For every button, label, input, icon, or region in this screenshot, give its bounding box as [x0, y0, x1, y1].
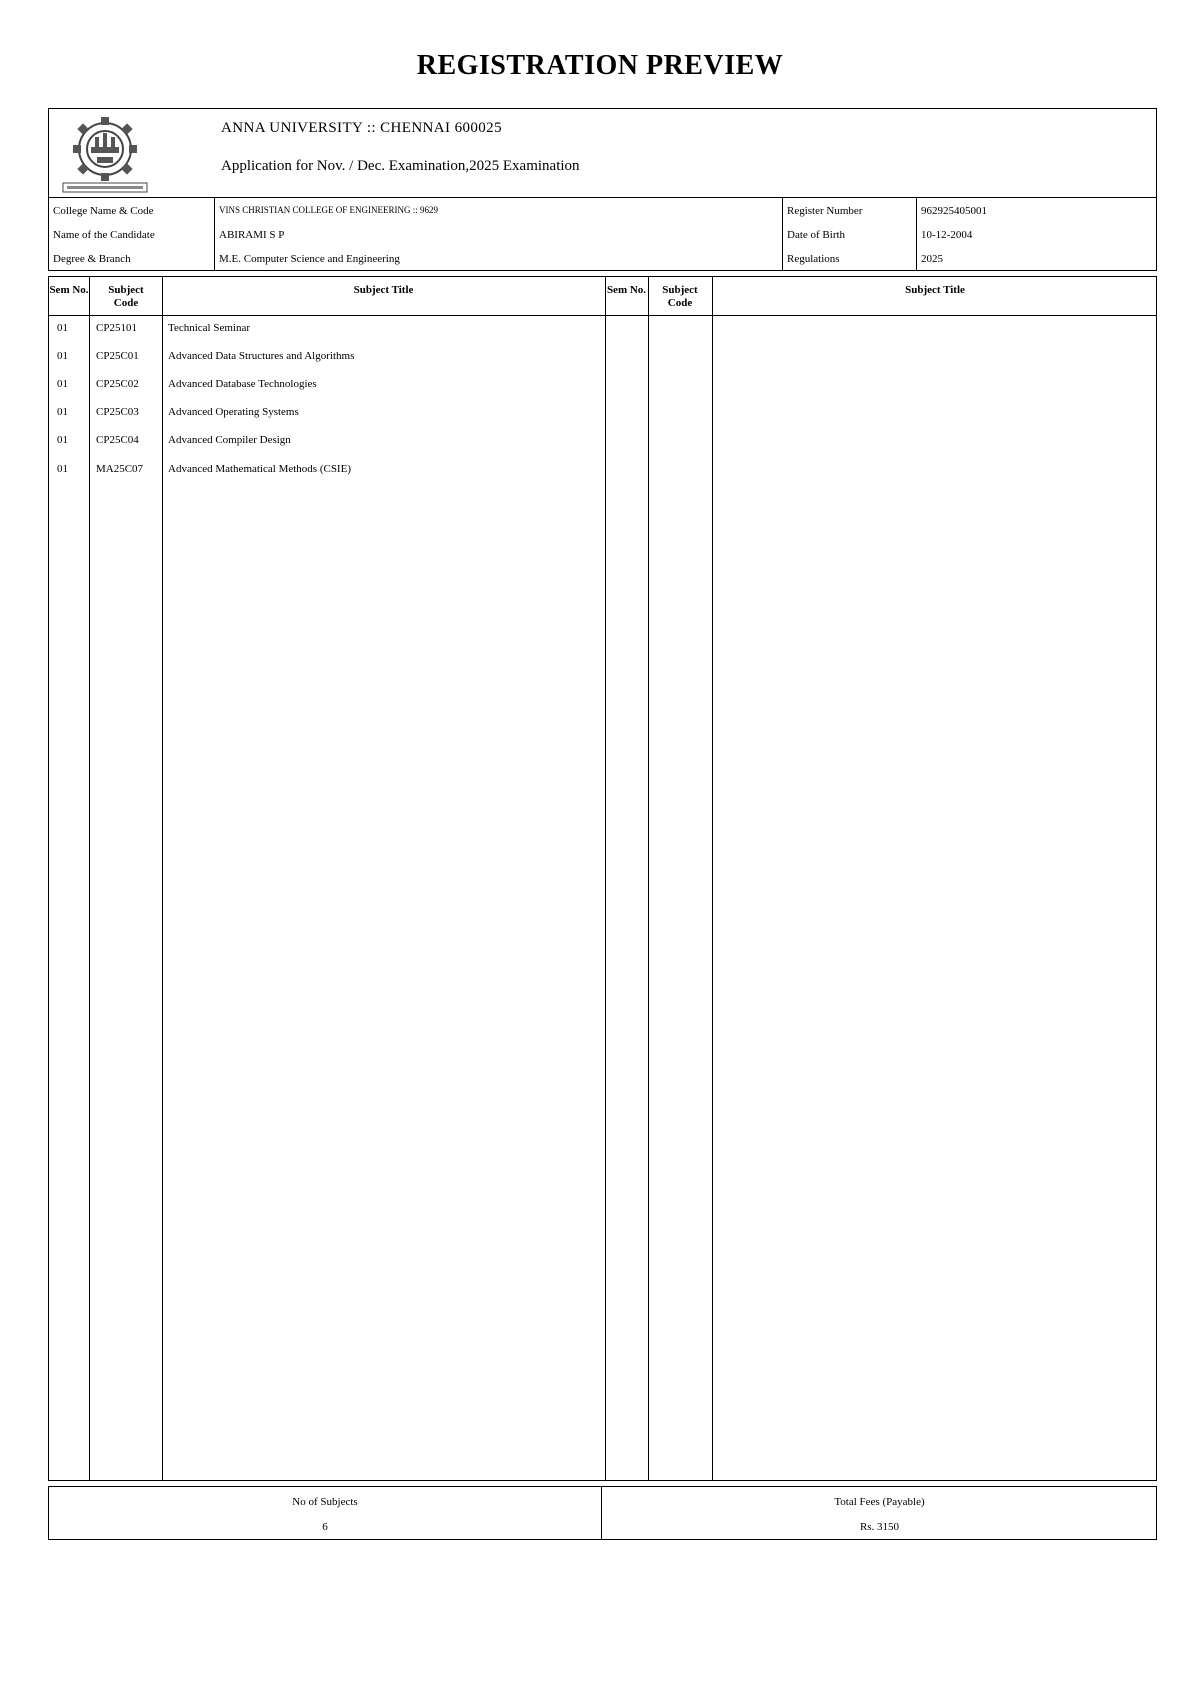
- register-value: 962925405001: [921, 205, 987, 217]
- subjects-table: [48, 276, 1157, 1481]
- column-divider: [605, 277, 606, 1480]
- info-divider: [214, 198, 215, 270]
- info-divider: [916, 198, 917, 270]
- subjects-count-label: No of Subjects: [292, 1496, 358, 1508]
- table-row: [49, 406, 1156, 424]
- header-subject-title: Subject Title: [353, 284, 414, 296]
- row-code: CP25C03: [96, 406, 139, 418]
- row-code: CP25C04: [96, 434, 139, 446]
- header-subject-title-2: Subject Title: [905, 284, 965, 296]
- header-sem-no: Sem No.: [49, 284, 89, 296]
- column-divider: [648, 277, 649, 1480]
- total-fees-value: Rs. 3150: [859, 1521, 900, 1533]
- row-title: Technical Seminar: [168, 322, 251, 334]
- candidate-info-table: [48, 197, 1157, 271]
- column-divider: [712, 277, 713, 1480]
- candidate-label: Name of the Candidate: [53, 229, 155, 241]
- table-row: [49, 378, 1156, 396]
- regulations-label: Regulations: [787, 253, 840, 265]
- row-code: CP25C01: [96, 350, 139, 362]
- regulations-value: 2025: [921, 253, 943, 265]
- degree-label: Degree & Branch: [53, 253, 131, 265]
- column-divider: [162, 277, 163, 1480]
- row-code: MA25C07: [96, 463, 144, 475]
- row-code: CP25C02: [96, 378, 139, 390]
- table-row: [49, 322, 1156, 340]
- header-sem-no-2: Sem No.: [606, 284, 647, 296]
- row-title: Advanced Database Technologies: [168, 378, 317, 390]
- row-title: Advanced Operating Systems: [168, 406, 299, 418]
- register-label: Register Number: [787, 205, 863, 217]
- degree-value: M.E. Computer Science and Engineering: [219, 253, 400, 265]
- anna-university-emblem-icon: [59, 113, 151, 193]
- candidate-value: ABIRAMI S P: [219, 229, 285, 241]
- row-title: Advanced Data Structures and Algorithms: [168, 350, 355, 362]
- row-title: Advanced Mathematical Methods (CSIE): [168, 463, 351, 475]
- row-sem: 01: [57, 463, 68, 475]
- total-fees-label: Total Fees (Payable): [834, 1496, 925, 1508]
- row-code: CP25101: [96, 322, 137, 334]
- page-title: REGISTRATION PREVIEW: [416, 50, 784, 81]
- dob-label: Date of Birth: [787, 229, 846, 241]
- table-row: [49, 434, 1156, 452]
- header-section: [48, 108, 1157, 198]
- row-sem: 01: [57, 378, 68, 390]
- info-divider: [782, 198, 783, 270]
- university-name: ANNA UNIVERSITY :: CHENNAI 600025: [221, 120, 502, 136]
- dob-value: 10-12-2004: [921, 229, 973, 241]
- college-label: College Name & Code: [53, 205, 154, 217]
- row-sem: 01: [57, 434, 68, 446]
- row-title: Advanced Compiler Design: [168, 434, 291, 446]
- application-title: Application for Nov. / Dec. Examination,2025 Examination: [221, 158, 580, 174]
- row-sem: 01: [57, 406, 68, 418]
- column-divider: [89, 277, 90, 1480]
- header-subject-code-2: Subject Code: [662, 284, 698, 309]
- header-divider: [49, 315, 1156, 316]
- row-sem: 01: [57, 350, 68, 362]
- header-subject-code: Subject Code: [108, 284, 144, 309]
- subjects-count-value: 6: [322, 1521, 328, 1533]
- table-row: [49, 350, 1156, 368]
- row-sem: 01: [57, 322, 68, 334]
- college-value: VINS CHRISTIAN COLLEGE OF ENGINEERING :: 9629: [219, 205, 438, 215]
- table-row: [49, 463, 1156, 481]
- totals-table: [48, 1486, 1157, 1540]
